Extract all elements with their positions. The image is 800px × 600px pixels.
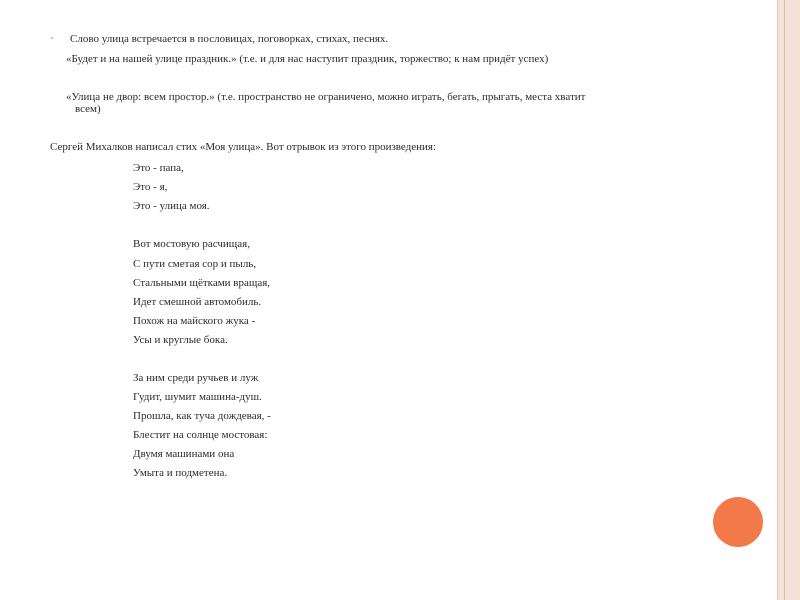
- poem-line: Прошла, как туча дождевая, -: [133, 410, 271, 422]
- intro-text: Слово улица встречается в пословицах, поговорках, стихах, песнях.: [70, 33, 389, 45]
- poem-line: Умыта и подметена.: [133, 467, 228, 479]
- poem-line: За ним среди ручьев и луж: [133, 372, 259, 384]
- poem-line: Похож на майского жука -: [133, 315, 256, 327]
- proverb-2-line-2: всем): [75, 103, 101, 115]
- poem-line: Это - папа,: [133, 162, 184, 174]
- poem-line: Это - я,: [133, 181, 168, 193]
- poem-line: С пути сметая сор и пыль,: [133, 258, 257, 270]
- poem-line: Это - улица моя.: [133, 200, 210, 212]
- poem-line: Вот мостовую расчищая,: [133, 238, 250, 250]
- diamond-bullet-icon: ◦: [50, 33, 54, 44]
- poem-line: Двумя машинами она: [133, 448, 235, 460]
- poem-line: Гудит, шумит машина-душ.: [133, 391, 262, 403]
- poem-line: Идет смешной автомобиль.: [133, 296, 262, 308]
- proverb-1: «Будет и на нашей улице праздник.» (т.е. и для нас наступит праздник, торжество; к нам придёт успех): [66, 53, 549, 65]
- poem-line: Усы и круглые бока.: [133, 334, 228, 346]
- poem-line: Блестит на солнце мостовая:: [133, 429, 268, 441]
- poem-line: Стальными щётками вращая,: [133, 277, 271, 289]
- proverb-2-line-1: «Улица не двор: всем простор.» (т.е. пространство не ограничено, можно играть, бегать, прыгать, места хватит: [66, 91, 586, 103]
- decorative-right-band: [777, 0, 800, 600]
- decorative-orange-circle: [713, 497, 763, 547]
- mikhalkov-intro: Сергей Михалков написал стих «Моя улица». Вот отрывок из этого произведения:: [50, 141, 437, 153]
